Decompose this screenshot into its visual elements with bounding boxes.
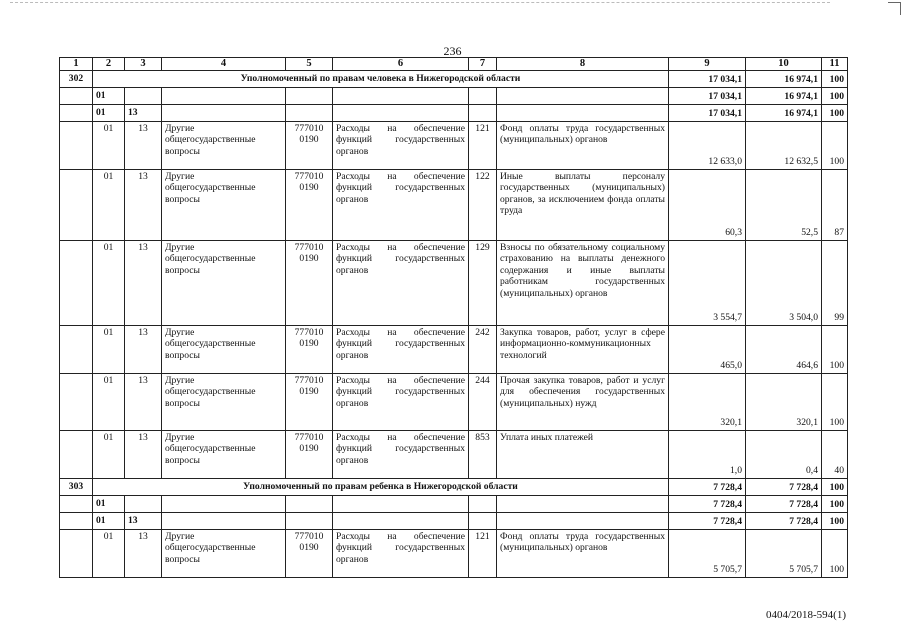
target-article-code: 777010 0190 <box>286 325 333 373</box>
column-number: 6 <box>333 58 469 71</box>
expense-type-name: Фонд оплаты труда государственных (муниципальных) органов <box>497 529 669 577</box>
section-division-code: 01 <box>93 529 125 577</box>
target-article-code: 777010 0190 <box>286 169 333 240</box>
amount-executed: 7 728,4 <box>746 495 822 512</box>
expense-type-name: Фонд оплаты труда государственных (муниципальных) органов <box>497 121 669 169</box>
execution-percent: 100 <box>822 70 848 87</box>
subsection-code: 13 <box>125 373 162 430</box>
amount-executed: 16 974,1 <box>746 70 822 87</box>
table-row <box>60 529 848 577</box>
amount-executed: 16 974,1 <box>746 104 822 121</box>
target-article-name: Расходы на обеспечение функций государственных органов <box>333 169 469 240</box>
section-division-code: 01 <box>93 325 125 373</box>
table-body <box>60 70 848 577</box>
document-code: 0404/2018-594(1) <box>765 609 846 621</box>
empty-cell <box>497 104 669 121</box>
subsection-name: Другие общегосударственные вопросы <box>162 325 286 373</box>
execution-percent: 100 <box>822 529 848 577</box>
column-number: 1 <box>60 58 93 71</box>
expense-type-code: 244 <box>469 373 497 430</box>
empty-cell <box>60 373 93 430</box>
target-article-name: Расходы на обеспечение функций государственных органов <box>333 373 469 430</box>
subsection-code: 13 <box>125 121 162 169</box>
amount-planned: 5 705,7 <box>669 529 746 577</box>
empty-cell <box>469 104 497 121</box>
expense-type-code: 121 <box>469 121 497 169</box>
empty-cell <box>60 169 93 240</box>
amount-executed: 16 974,1 <box>746 87 822 104</box>
subsection-name: Другие общегосударственные вопросы <box>162 169 286 240</box>
column-number: 7 <box>469 58 497 71</box>
table-row <box>60 430 848 478</box>
amount-planned: 7 728,4 <box>669 478 746 495</box>
amount-planned: 7 728,4 <box>669 495 746 512</box>
section-division-code: 01 <box>93 512 125 529</box>
page-corner-mark <box>888 2 901 15</box>
section-division-code: 01 <box>93 430 125 478</box>
empty-cell <box>286 495 333 512</box>
subsection-code: 13 <box>125 529 162 577</box>
empty-cell <box>469 495 497 512</box>
column-number: 4 <box>162 58 286 71</box>
target-article-code: 777010 0190 <box>286 121 333 169</box>
section-code: 302 <box>60 70 93 87</box>
section-division-code: 01 <box>93 495 125 512</box>
execution-percent: 100 <box>822 512 848 529</box>
empty-cell <box>286 512 333 529</box>
subtotal-row <box>60 104 848 121</box>
amount-executed: 7 728,4 <box>746 512 822 529</box>
empty-cell <box>286 87 333 104</box>
section-title: Уполномоченный по правам ребенка в Нижегородской области <box>93 478 669 495</box>
expense-type-code: 121 <box>469 529 497 577</box>
empty-cell <box>60 529 93 577</box>
subtotal-row <box>60 495 848 512</box>
empty-cell <box>60 325 93 373</box>
target-article-name: Расходы на обеспечение функций государственных органов <box>333 325 469 373</box>
subsection-code: 13 <box>125 169 162 240</box>
section-header-row <box>60 70 848 87</box>
amount-planned: 60,3 <box>669 169 746 240</box>
amount-executed: 320,1 <box>746 373 822 430</box>
empty-cell <box>60 240 93 325</box>
amount-executed: 7 728,4 <box>746 478 822 495</box>
amount-executed: 464,6 <box>746 325 822 373</box>
table-row <box>60 121 848 169</box>
subsection-code: 13 <box>125 430 162 478</box>
execution-percent: 40 <box>822 430 848 478</box>
column-number: 10 <box>746 58 822 71</box>
amount-executed: 5 705,7 <box>746 529 822 577</box>
execution-percent: 99 <box>822 240 848 325</box>
target-article-code: 777010 0190 <box>286 373 333 430</box>
expense-type-code: 129 <box>469 240 497 325</box>
section-division-code: 01 <box>93 169 125 240</box>
column-number: 11 <box>822 58 848 71</box>
column-number: 3 <box>125 58 162 71</box>
expense-type-name: Уплата иных платежей <box>497 430 669 478</box>
subsection-name: Другие общегосударственные вопросы <box>162 240 286 325</box>
expense-type-name: Иные выплаты персоналу государственных (муниципальных) органов, за исключением фонда оплаты труда <box>497 169 669 240</box>
subsection-name: Другие общегосударственные вопросы <box>162 430 286 478</box>
empty-cell <box>497 512 669 529</box>
subsection-name: Другие общегосударственные вопросы <box>162 373 286 430</box>
amount-planned: 3 554,7 <box>669 240 746 325</box>
expense-type-name: Прочая закупка товаров, работ и услуг для обеспечения государственных (муниципальных) нужд <box>497 373 669 430</box>
empty-cell <box>469 87 497 104</box>
section-title: Уполномоченный по правам человека в Нижегородской области <box>93 70 669 87</box>
expense-type-name: Взносы по обязательному социальному страхованию на выплаты денежного содержания и иные выплаты работникам государственных (муниципальных) органов <box>497 240 669 325</box>
empty-cell <box>60 104 93 121</box>
execution-percent: 100 <box>822 104 848 121</box>
table-row <box>60 169 848 240</box>
amount-executed: 12 632,5 <box>746 121 822 169</box>
target-article-name: Расходы на обеспечение функций государственных органов <box>333 121 469 169</box>
empty-cell <box>333 495 469 512</box>
section-division-code: 01 <box>93 104 125 121</box>
amount-planned: 465,0 <box>669 325 746 373</box>
empty-cell <box>125 87 162 104</box>
empty-cell <box>333 104 469 121</box>
section-division-code: 01 <box>93 87 125 104</box>
budget-table <box>59 57 848 578</box>
empty-cell <box>162 512 286 529</box>
subtotal-row <box>60 512 848 529</box>
amount-planned: 17 034,1 <box>669 104 746 121</box>
section-division-code: 01 <box>93 121 125 169</box>
table-row <box>60 240 848 325</box>
execution-percent: 100 <box>822 121 848 169</box>
amount-planned: 17 034,1 <box>669 70 746 87</box>
amount-planned: 1,0 <box>669 430 746 478</box>
amount-executed: 3 504,0 <box>746 240 822 325</box>
expense-type-code: 242 <box>469 325 497 373</box>
amount-executed: 52,5 <box>746 169 822 240</box>
empty-cell <box>162 87 286 104</box>
target-article-code: 777010 0190 <box>286 529 333 577</box>
empty-cell <box>60 495 93 512</box>
amount-executed: 0,4 <box>746 430 822 478</box>
empty-cell <box>125 495 162 512</box>
column-number-row <box>60 58 848 71</box>
execution-percent: 100 <box>822 87 848 104</box>
empty-cell <box>497 495 669 512</box>
page-number: 236 <box>443 44 462 58</box>
column-number: 2 <box>93 58 125 71</box>
subtotal-row <box>60 87 848 104</box>
table-row <box>60 325 848 373</box>
expense-type-name: Закупка товаров, работ, услуг в сфере информационно-коммуникационных технологий <box>497 325 669 373</box>
section-division-code: 01 <box>93 240 125 325</box>
target-article-name: Расходы на обеспечение функций государственных органов <box>333 529 469 577</box>
subsection-code: 13 <box>125 104 162 121</box>
subsection-name: Другие общегосударственные вопросы <box>162 121 286 169</box>
column-number: 5 <box>286 58 333 71</box>
execution-percent: 100 <box>822 495 848 512</box>
empty-cell <box>60 121 93 169</box>
empty-cell <box>286 104 333 121</box>
execution-percent: 100 <box>822 478 848 495</box>
section-header-row <box>60 478 848 495</box>
amount-planned: 7 728,4 <box>669 512 746 529</box>
subsection-code: 13 <box>125 325 162 373</box>
execution-percent: 87 <box>822 169 848 240</box>
empty-cell <box>60 512 93 529</box>
empty-cell <box>162 495 286 512</box>
section-code: 303 <box>60 478 93 495</box>
empty-cell <box>333 87 469 104</box>
subsection-name: Другие общегосударственные вопросы <box>162 529 286 577</box>
empty-cell <box>497 87 669 104</box>
amount-planned: 320,1 <box>669 373 746 430</box>
amount-planned: 12 633,0 <box>669 121 746 169</box>
subsection-code: 13 <box>125 240 162 325</box>
table-row <box>60 373 848 430</box>
execution-percent: 100 <box>822 325 848 373</box>
subsection-code: 13 <box>125 512 162 529</box>
target-article-name: Расходы на обеспечение функций государственных органов <box>333 430 469 478</box>
section-division-code: 01 <box>93 373 125 430</box>
empty-cell <box>60 430 93 478</box>
empty-cell <box>60 87 93 104</box>
target-article-name: Расходы на обеспечение функций государственных органов <box>333 240 469 325</box>
execution-percent: 100 <box>822 373 848 430</box>
column-number: 9 <box>669 58 746 71</box>
target-article-code: 777010 0190 <box>286 430 333 478</box>
empty-cell <box>162 104 286 121</box>
expense-type-code: 853 <box>469 430 497 478</box>
scan-top-edge <box>10 2 830 3</box>
amount-planned: 17 034,1 <box>669 87 746 104</box>
expense-type-code: 122 <box>469 169 497 240</box>
target-article-code: 777010 0190 <box>286 240 333 325</box>
empty-cell <box>469 512 497 529</box>
column-number: 8 <box>497 58 669 71</box>
empty-cell <box>333 512 469 529</box>
